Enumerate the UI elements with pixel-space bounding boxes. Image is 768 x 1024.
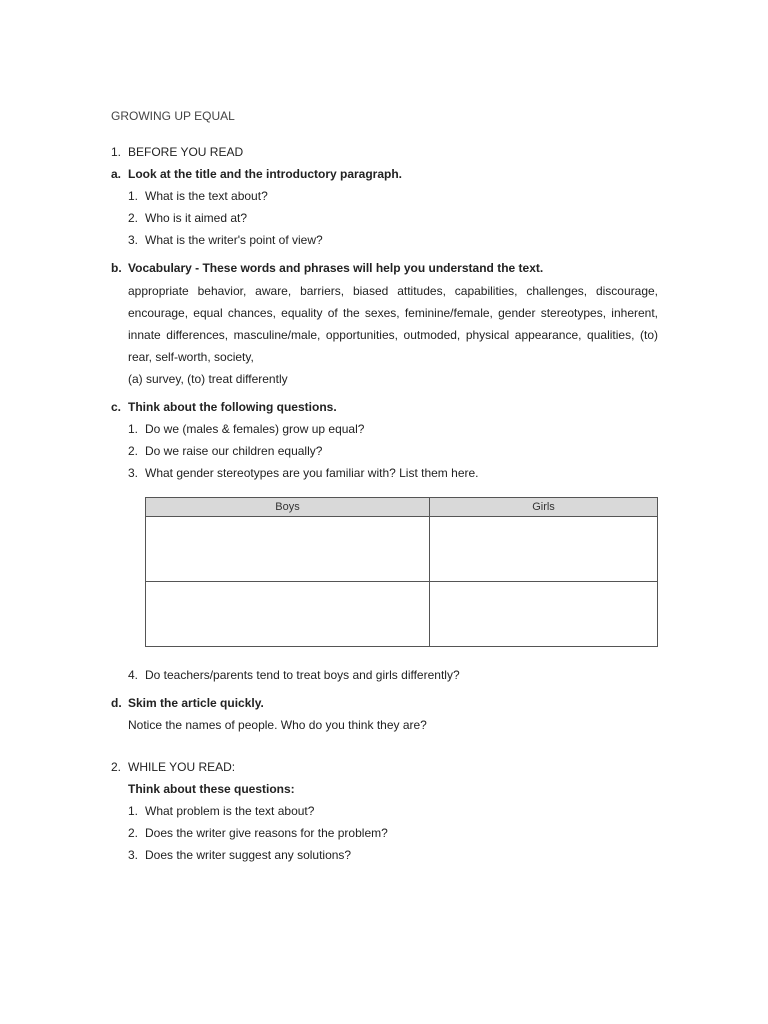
section-heading: WHILE YOU READ: — [128, 760, 236, 774]
list-item — [128, 668, 460, 682]
list-item — [128, 466, 479, 480]
list-number: 1. — [128, 804, 139, 818]
vocabulary-paragraph: appropriate behavior, aware, barriers, biased attitudes, capabilities, challenges, discourage, encourage, equal chances, equality of the sexes, feminine/female, gender stereotypes, inherent, innate differences, masculine/male, opportunities, outmoded, physical appearance, qualities, (to) rear, self-worth, society, — [128, 284, 658, 364]
item-text: Think about the following questions. — [128, 400, 337, 414]
table-row — [146, 582, 658, 647]
item-text: Look at the title and the introductory paragraph. — [128, 167, 403, 181]
list-number: 4. — [128, 668, 139, 682]
table-header-boys: Boys — [146, 498, 430, 517]
list-item — [128, 848, 351, 862]
gender-stereotypes-table — [145, 497, 658, 647]
list-text: Does the writer give reasons for the problem? — [145, 826, 388, 840]
section-number: 1. — [111, 145, 122, 159]
while-subheading: Think about these questions: — [128, 782, 295, 796]
item-letter: c. — [111, 400, 122, 414]
list-text: Do we (males & females) grow up equal? — [145, 422, 365, 436]
list-number: 2. — [128, 211, 139, 225]
list-text: Do we raise our children equally? — [145, 444, 323, 458]
item-text: Skim the article quickly. — [128, 696, 264, 710]
list-item — [128, 422, 364, 436]
item-d-note: Notice the names of people. Who do you think they are? — [128, 718, 427, 732]
list-text: What gender stereotypes are you familiar with? List them here. — [145, 466, 479, 480]
list-text: What is the text about? — [145, 189, 268, 203]
item-letter: d. — [111, 696, 122, 710]
table-cell-boys[interactable] — [146, 517, 430, 582]
list-text: What is the writer's point of view? — [145, 233, 323, 247]
list-text: Do teachers/parents tend to treat boys and girls differently? — [145, 668, 460, 682]
list-item — [128, 444, 322, 458]
list-number: 3. — [128, 848, 139, 862]
item-b — [111, 261, 543, 275]
table-header-row — [146, 498, 658, 517]
item-c — [111, 400, 337, 414]
item-letter: a. — [111, 167, 122, 181]
list-number: 3. — [128, 233, 139, 247]
list-item — [128, 211, 247, 225]
item-d — [111, 696, 264, 710]
table-cell-girls[interactable] — [430, 582, 658, 647]
section-heading-while-you-read — [111, 760, 235, 774]
list-item — [128, 233, 323, 247]
list-item — [128, 189, 268, 203]
table-row — [146, 517, 658, 582]
table-cell-boys[interactable] — [146, 582, 430, 647]
list-number: 2. — [128, 444, 139, 458]
item-a — [111, 167, 402, 181]
section-number: 2. — [111, 760, 122, 774]
list-text: Does the writer suggest any solutions? — [145, 848, 352, 862]
list-number: 1. — [128, 422, 139, 436]
section-heading: BEFORE YOU READ — [128, 145, 244, 159]
vocabulary-last-line: (a) survey, (to) treat differently — [128, 372, 288, 386]
page-title: GROWING UP EQUAL — [111, 109, 235, 123]
table-cell-girls[interactable] — [430, 517, 658, 582]
list-number: 3. — [128, 466, 139, 480]
item-text: Vocabulary - These words and phrases will help you understand the text. — [128, 261, 544, 275]
list-text: Who is it aimed at? — [145, 211, 248, 225]
section-heading-before-you-read — [111, 145, 243, 159]
list-item — [128, 804, 314, 818]
list-item — [128, 826, 388, 840]
list-number: 2. — [128, 826, 139, 840]
list-number: 1. — [128, 189, 139, 203]
item-letter: b. — [111, 261, 122, 275]
list-text: What problem is the text about? — [145, 804, 315, 818]
table-header-girls: Girls — [430, 498, 658, 517]
